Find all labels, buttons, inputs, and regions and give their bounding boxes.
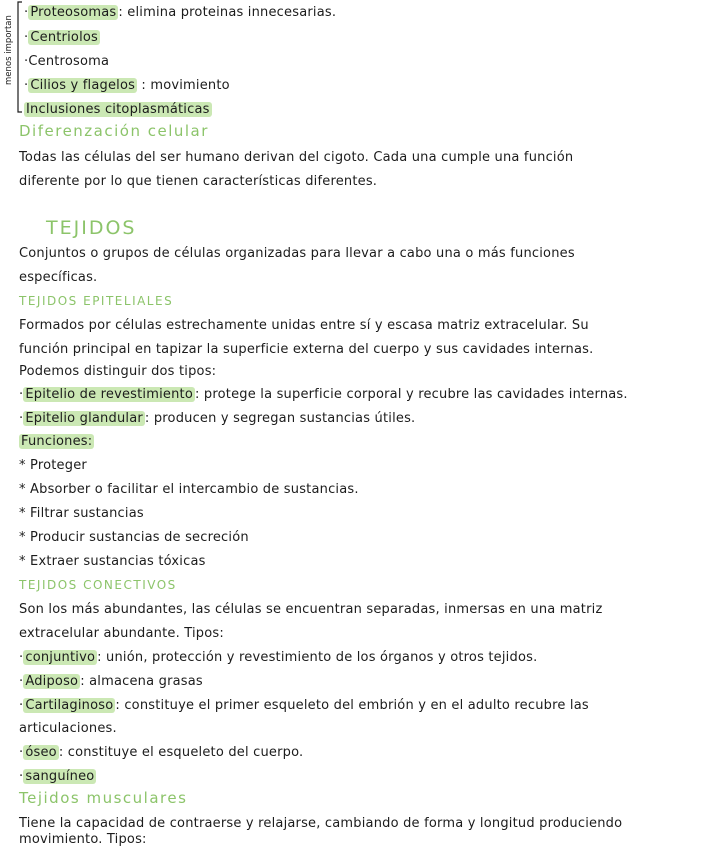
organelle-item: · Cilios y flagelos : movimiento	[24, 78, 230, 93]
organelle-item: ·Centrosoma	[24, 54, 110, 69]
section-title-conectivos: TEJIDOS CONECTIVOS	[19, 578, 177, 592]
side-label: menos importan	[4, 15, 14, 85]
organelle-item: Inclusiones citoplasmáticas	[26, 102, 210, 117]
organelle-item: · Centriolos	[24, 30, 99, 45]
paragraph-line: movimiento. Tipos:	[19, 832, 147, 847]
organelle-item: · Proteosomas : elimina proteinas innecesarias.	[24, 5, 337, 20]
paragraph-line: Son los más abundantes, las células se encuentran separadas, inmersas en una matriz	[19, 602, 603, 617]
list-item: * Proteger	[19, 458, 87, 473]
type-item: · conjuntivo : unión, protección y revestimiento de los órganos y otros tejidos.	[19, 650, 538, 665]
paragraph-line: Podemos distinguir dos tipos:	[19, 364, 217, 379]
section-title-diferenciacion: Diferenzación celular	[19, 122, 209, 140]
list-item: * Filtrar sustancias	[19, 506, 144, 521]
paragraph-line: específicas.	[19, 270, 98, 285]
paragraph-line: Tiene la capacidad de contraerse y relajarse, cambiando de forma y longitud produciendo	[19, 816, 623, 831]
paragraph-line: función principal en tapizar la superficie externa del cuerpo y sus cavidades internas.	[19, 342, 594, 357]
page-title: TEJIDOS	[46, 217, 137, 239]
paragraph-line: Conjuntos o grupos de células organizadas para llevar a cabo una o más funciones	[19, 246, 575, 261]
list-item: * Producir sustancias de secreción	[19, 530, 249, 545]
type-item: · Epitelio de revestimiento : protege la superficie corporal y recubre las cavidades internas.	[19, 387, 628, 402]
type-item: · Adiposo : almacena grasas	[19, 674, 203, 689]
type-item: · Epitelio glandular : producen y segregan sustancias útiles.	[19, 411, 416, 426]
funciones-label: Funciones:	[21, 434, 93, 449]
paragraph-line: diferente por lo que tienen características diferentes.	[19, 174, 378, 189]
type-item: · Cartilaginoso : constituye el primer esqueleto del embrión y en el adulto recubre las	[19, 698, 589, 713]
section-title-epiteliales: TEJIDOS EPITELIALES	[19, 294, 174, 308]
paragraph-line: Formados por células estrechamente unidas entre sí y escasa matriz extracelular. Su	[19, 318, 589, 333]
list-item: * Absorber o facilitar el intercambio de sustancias.	[19, 482, 359, 497]
paragraph-line: Todas las células del ser humano derivan del cigoto. Cada una cumple una función	[19, 150, 574, 165]
list-item: * Extraer sustancias tóxicas	[19, 554, 206, 569]
bracket-icon	[14, 0, 24, 116]
section-title-musculares: Tejidos musculares	[19, 789, 188, 807]
type-item-continuation: articulaciones.	[19, 721, 117, 736]
type-item: · óseo : constituye el esqueleto del cuerpo.	[19, 745, 304, 760]
type-item: · sanguíneo	[19, 769, 95, 784]
paragraph-line: extracelular abundante. Tipos:	[19, 626, 224, 641]
